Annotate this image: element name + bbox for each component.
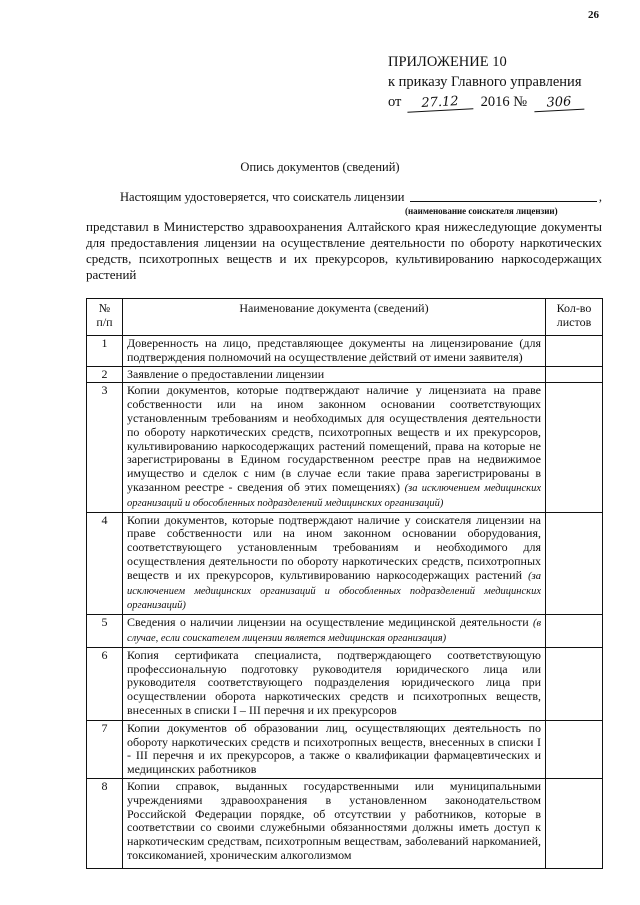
row-sheet-count xyxy=(546,615,603,648)
row-number: 2 xyxy=(87,366,123,383)
table-row xyxy=(87,512,603,615)
row-number: 8 xyxy=(87,778,123,868)
row-document-name xyxy=(123,647,546,720)
intro-line1-end: , xyxy=(598,190,602,204)
documents-inventory-table xyxy=(86,298,603,869)
row-document-name xyxy=(123,615,546,648)
row-text: Копии документов об образовании лиц, осуществляющих деятельность по обороту наркотических средств и психотропных веществ, внесенных в списки I - III перечня и их прекурсоров, а также о квалификации фармацевтических и медицинских работников xyxy=(127,720,541,777)
table-row xyxy=(87,336,603,367)
row-text: Копии документов, которые подтверждают наличие у лицензиата на праве собственности или на ином законном основании соответствующих установленным требованиям и необходимых для осуществления деятельности по обороту наркотических средств, психотропных веществ и их прекурсоров, культивированию наркосодержащих растений помещений, права на которые не зарегистрированы в Едином государственном реестре прав на недвижимое имущество и сделок с ним (в случае если такие права зарегистрированы в указанном реестре - сведения об этих помещениях) xyxy=(127,383,541,494)
row-document-name xyxy=(123,366,546,383)
table-row xyxy=(87,615,603,648)
page-number: 26 xyxy=(588,9,599,21)
row-text: Заявление о предоставлении лицензии xyxy=(127,366,325,381)
table-row xyxy=(87,778,603,868)
header-sheet-count: Кол-во листов xyxy=(546,299,603,336)
header-document-name: Наименование документа (сведений) xyxy=(123,299,546,336)
row-text: Копии справок, выданных государственными или муниципальными учреждениями здравоохранения в установленном законодательством Российской Федерации порядке, об отсутствии у работников, которые в соответствии со своими служебными обязанностями должны иметь доступ к наркотическим средствам, психотропным веществам, заболеваний наркоманией, токсикоманией, хроническим алкоголизмом xyxy=(127,778,541,862)
row-document-name xyxy=(123,778,546,868)
row-sheet-count xyxy=(546,720,603,778)
row-text: Сведения о наличии лицензии на осуществление медицинской деятельности xyxy=(127,615,529,630)
row-number: 6 xyxy=(87,647,123,720)
document-title: Опись документов (сведений) xyxy=(240,160,400,174)
row-sheet-count xyxy=(546,647,603,720)
row-document-name xyxy=(123,383,546,512)
row-sheet-count xyxy=(546,336,603,367)
row-number: 5 xyxy=(87,615,123,648)
intro-line1-text: Настоящим удостоверяется, что соискатель лицензии xyxy=(120,190,405,204)
row-sheet-count xyxy=(546,778,603,868)
intro-paragraph: представил в Министерство здравоохранения Алтайского края нижеследующие документы для предоставления лицензии на осуществление деятельности по обороту наркотических средств, психотропных веществ и их прекурсоров, культивированию наркосодержащих растений xyxy=(86,219,602,282)
row-sheet-count xyxy=(546,383,603,512)
date-prefix: от xyxy=(388,94,402,110)
row-text: Копии документов, которые подтверждают наличие у соискателя лицензии на праве собственности или на ином законном основании оборудования, соответствующего установленным требованиям и необходимого для осуществления деятельности по обороту наркотических средств, психотропных веществ и их прекурсоров, культивированию наркосодержащих растений xyxy=(127,512,541,582)
row-number: 4 xyxy=(87,512,123,615)
row-document-name xyxy=(123,512,546,615)
appendix-title: ПРИЛОЖЕНИЕ 10 xyxy=(388,54,507,70)
year-label: 2016 № xyxy=(480,94,528,110)
table-row xyxy=(87,383,603,512)
table-row xyxy=(87,366,603,383)
row-document-name xyxy=(123,336,546,367)
row-number: 1 xyxy=(87,336,123,367)
row-sheet-count xyxy=(546,366,603,383)
row-number: 3 xyxy=(87,383,123,512)
row-sheet-count xyxy=(546,512,603,615)
row-text: Доверенность на лицо, представляющее документы на лицензирование (для подтверждения полномочий на осуществление действий от имени заявителя) xyxy=(127,336,541,364)
row-note: (за исключением медицинских организаций и обособленных подразделений медицинских организаций) xyxy=(127,570,542,612)
row-document-name xyxy=(123,720,546,778)
intro-first-line xyxy=(120,189,602,205)
handwritten-date: 27.12 xyxy=(407,93,474,112)
table-header-row xyxy=(87,299,603,336)
appendix-block xyxy=(388,52,584,112)
table-row xyxy=(87,720,603,778)
applicant-name-caption: (наименование соискателя лицензии) xyxy=(405,206,558,216)
row-note: (в случае, если соискателем лицензии является медицинская организация) xyxy=(127,618,542,644)
header-number: № п/п xyxy=(87,299,123,336)
row-number: 7 xyxy=(87,720,123,778)
row-text: Копия сертификата специалиста, подтверждающего соответствующую профессиональную подготовку руководителя юридического лица или руководителя соответствующего подразделения юридического лица при осуществлении оборота наркотических средств и психотропных веществ, внесенных в списки I – III перечня и их прекурсоров xyxy=(127,647,541,717)
handwritten-order-number: 306 xyxy=(533,94,584,113)
row-note: (за исключением медицинских организаций и обособленных подразделений медицинских организаций) xyxy=(127,482,541,509)
appendix-date-line xyxy=(388,92,584,112)
appendix-order-line: к приказу Главного управления xyxy=(388,74,582,90)
table-row xyxy=(87,647,603,720)
applicant-name-blank xyxy=(410,189,596,202)
